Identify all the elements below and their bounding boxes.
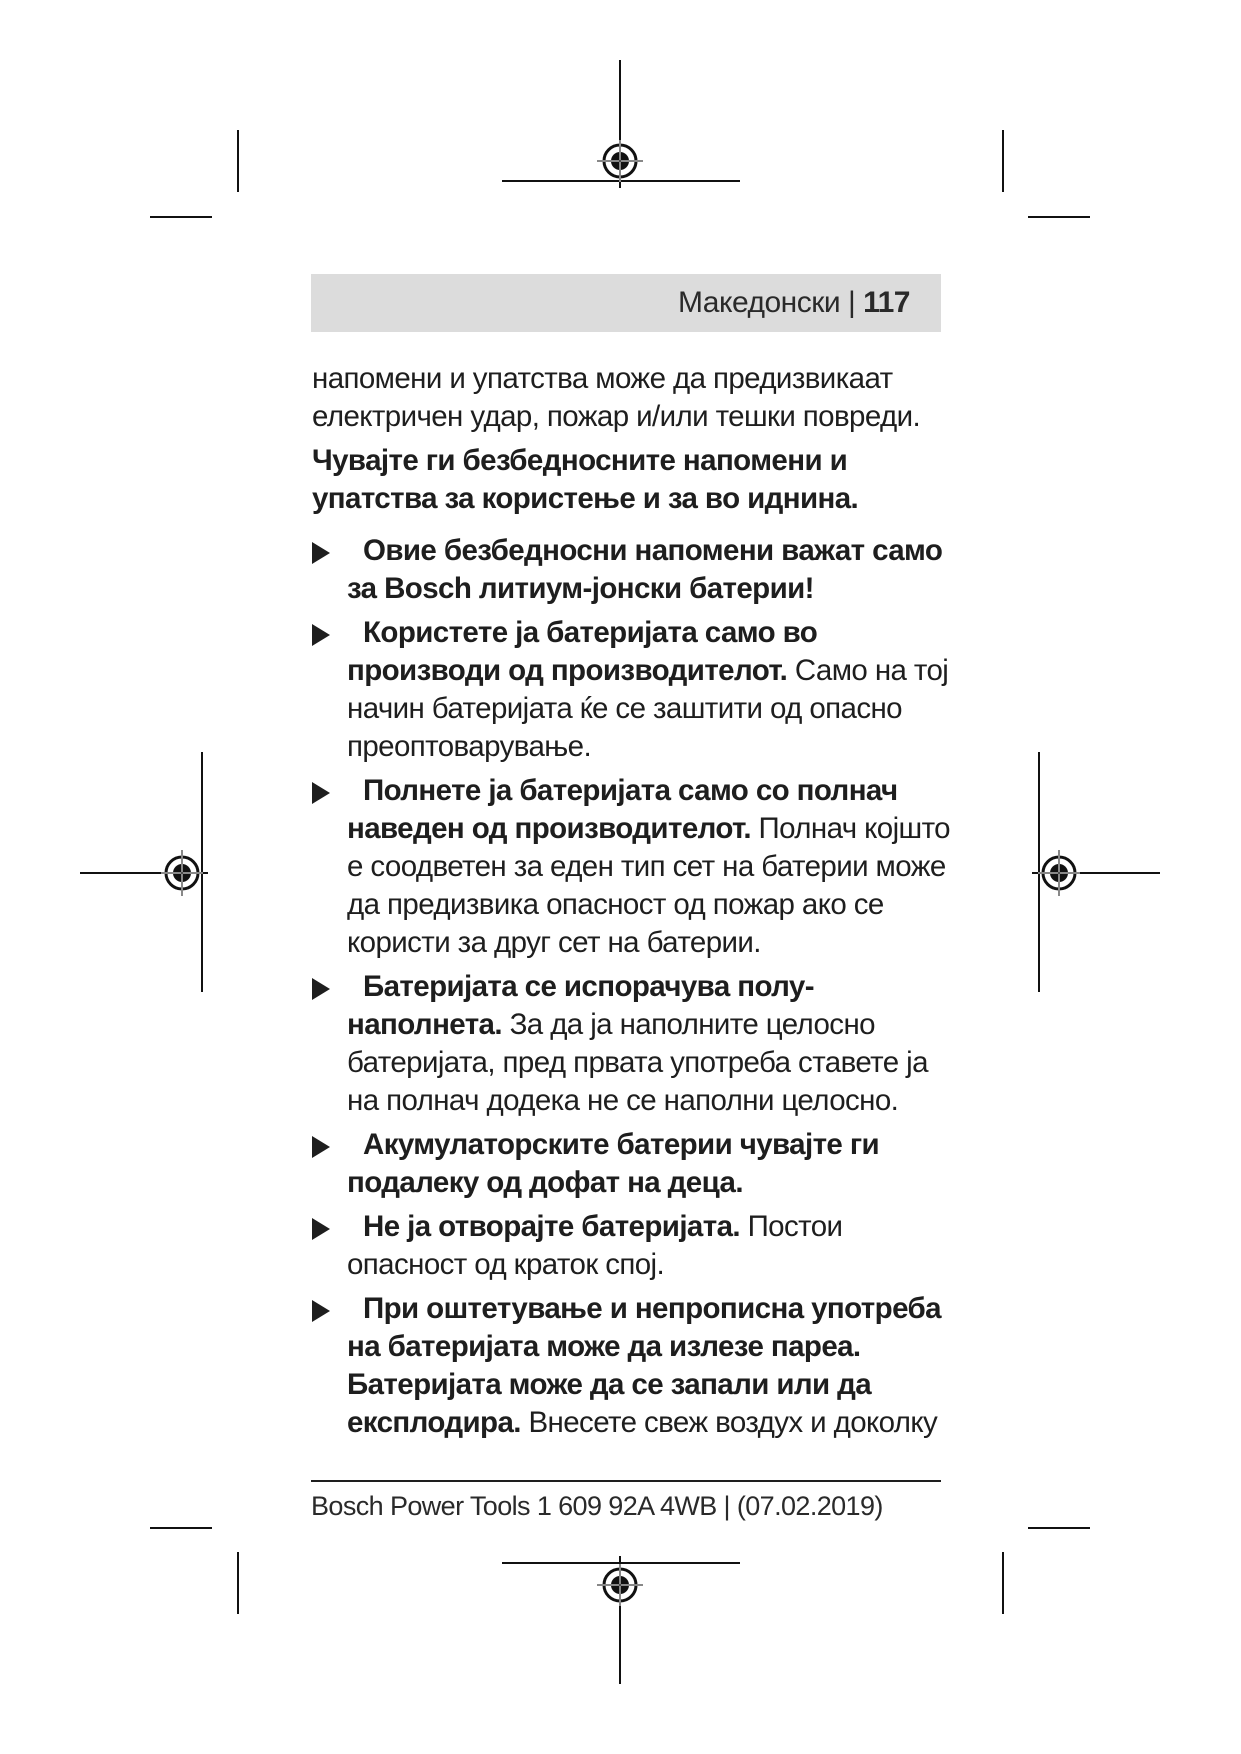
crop-line: [1028, 216, 1090, 218]
page-number: 117: [863, 286, 910, 319]
list-item-text: [347, 532, 952, 608]
list-item-bold: Користете ја батеријата само во производи од производителот.: [347, 616, 818, 687]
footer-divider: [311, 1480, 941, 1482]
bullet-triangle-icon: [312, 624, 330, 646]
list-item-bold: Акумулаторските батерии чувајте ги подалеку од дофат на деца.: [347, 1128, 880, 1199]
list-item-text: [347, 1126, 952, 1202]
bullet-triangle-icon: [312, 1300, 330, 1322]
list-item-detail: За да ја наполните целосно батеријата, пред првата употреба ставете ја на полнач додека не се наполни целосно.: [347, 1008, 928, 1117]
bullet-triangle-icon: [312, 542, 330, 564]
crop-line: [1028, 1527, 1090, 1529]
intro-paragraph: напомени и упатства може да предизвикаат електричен удар, пожар и/или тешки повреди.: [312, 362, 921, 433]
bullet-triangle-icon: [312, 782, 330, 804]
list-item-bold: Батеријата се испорачува полу-наполнета.: [347, 970, 814, 1041]
crop-line: [237, 130, 239, 192]
list-item: [312, 772, 952, 962]
list-item-text: [347, 772, 952, 962]
crop-line: [150, 1527, 212, 1529]
header-separator: |: [847, 286, 856, 319]
registration-mark-icon: [159, 850, 205, 896]
list-item: [312, 614, 952, 766]
crop-line: [1002, 130, 1004, 192]
bullet-triangle-icon: [312, 1136, 330, 1158]
registration-mark-icon: [1036, 850, 1082, 896]
crop-line: [150, 216, 212, 218]
keep-notice: Чувајте ги безбедносните напомени и упатства за користење и за во иднина.: [312, 444, 859, 515]
list-item-bold: Не ја отворајте батеријата.: [363, 1210, 740, 1243]
registration-mark-icon: [597, 1562, 643, 1608]
list-item: [312, 968, 952, 1120]
page-header: [311, 274, 941, 332]
bullet-triangle-icon: [312, 1218, 330, 1240]
list-item-text: [347, 968, 952, 1120]
list-item: [312, 1290, 952, 1442]
list-item-text: [347, 1290, 952, 1442]
page-footer: Bosch Power Tools 1 609 92A 4WB | (07.02.2019): [311, 1491, 883, 1521]
list-item: [312, 1126, 952, 1202]
bullet-triangle-icon: [312, 978, 330, 1000]
list-item-text: [347, 1208, 952, 1284]
header-text: [678, 284, 910, 322]
list-item: [312, 532, 952, 608]
list-item-bold: При оштетување и непрописна употреба на батеријата може да излезе пареа. Батеријата може да се запали или да експлодира.: [347, 1292, 941, 1439]
list-item-bold: Полнете ја батеријата само со полнач наведен од производителот.: [347, 774, 898, 845]
crop-line: [1002, 1552, 1004, 1614]
list-item-detail: Внесете свеж воздух и доколку: [528, 1406, 938, 1439]
page-content: [312, 360, 952, 1448]
header-language: Македонски: [677, 286, 841, 319]
crop-line: [237, 1552, 239, 1614]
list-item: [312, 1208, 952, 1284]
registration-mark-icon: [597, 138, 643, 184]
list-item-detail: Само на тој начин батеријата ќе се заштити од опасно преоптоварување.: [347, 654, 949, 763]
list-item-detail: Полнач којшто е соодветен за еден тип сет на батерии може да предизвика опасност од пожар ако се користи за друг сет на батерии.: [347, 812, 950, 959]
list-item-detail: Постои опасност од краток спој.: [347, 1210, 843, 1281]
list-item-bold: Овие безбедносни напомени важат само за Bosch литиум-јонски батерии!: [347, 534, 943, 605]
list-item-text: [347, 614, 952, 766]
